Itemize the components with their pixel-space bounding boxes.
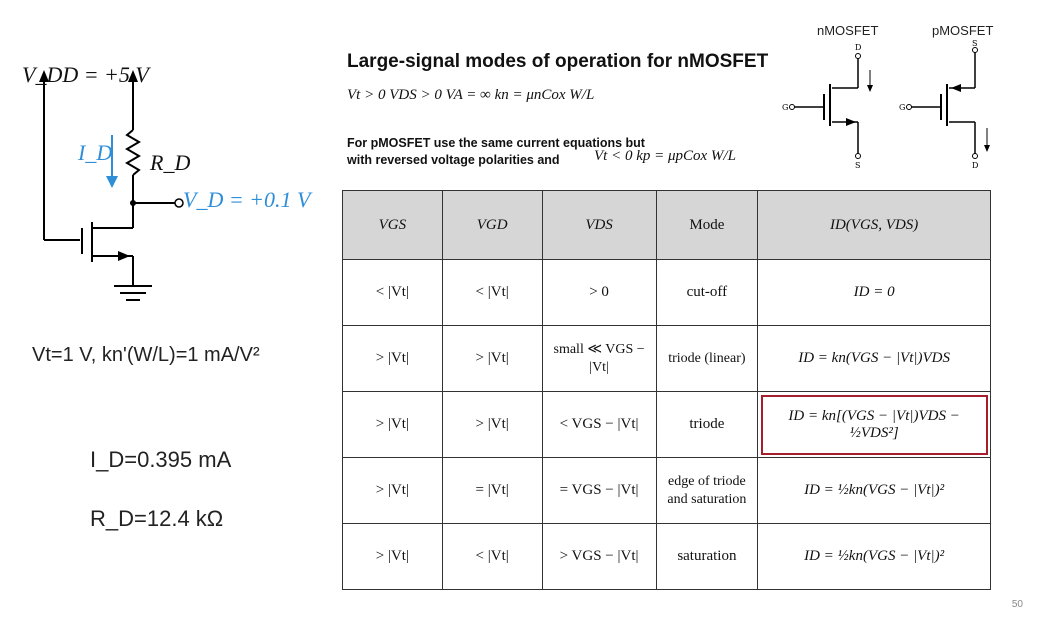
cell-vds: > VGS − |Vt| (542, 524, 656, 590)
cell-vds (542, 326, 656, 392)
pmos-symbol (897, 40, 1017, 180)
table-row (343, 260, 991, 326)
rd-label: R_D (150, 150, 191, 175)
table-row (343, 392, 991, 458)
cell-vgs: > |Vt| (343, 524, 443, 590)
result-drain-current: I_D=0.395 mA (90, 447, 232, 472)
cell-mode: saturation (656, 524, 758, 590)
nmos-symbol (780, 40, 900, 180)
cell-vgs: < |Vt| (343, 260, 443, 326)
page-title: Large-signal modes of operation for nMOSFET (347, 51, 769, 72)
cell-id: ID = ½kn(VGS − |Vt|)² (758, 524, 991, 590)
cell-vds: = VGS − |Vt| (542, 458, 656, 524)
cell-mode (656, 326, 758, 392)
pmos-conditions: Vt < 0 kp = μpCox W/L (594, 148, 736, 164)
pmos-label: pMOSFET (932, 23, 994, 38)
cell-id: ID = 0 (758, 260, 991, 326)
header-id: ID(VGS, VDS) (758, 191, 991, 260)
cell-vgs: > |Vt| (343, 392, 443, 458)
svg-text:G: G (782, 103, 789, 112)
cell-id: ID = kn(VGS − |Vt|)VDS (758, 326, 991, 392)
cell-mode (656, 458, 758, 524)
cell-vgs: > |Vt| (343, 326, 443, 392)
table-header-row (343, 191, 991, 260)
cell-id: ID = ½kn(VGS − |Vt|)² (758, 458, 991, 524)
table-row (343, 458, 991, 524)
cell-mode-text: edge of triode and saturation (667, 473, 747, 507)
svg-text:D: D (972, 161, 979, 170)
cell-vgs: > |Vt| (343, 458, 443, 524)
result-drain-resistance: R_D=12.4 kΩ (90, 506, 224, 531)
cell-mode-text: triode (linear) (668, 350, 746, 366)
nmos-label: nMOSFET (817, 23, 879, 38)
table-row (343, 326, 991, 392)
page-number: 50 (1011, 599, 1023, 610)
id-label: I_D (78, 140, 113, 165)
cell-vgd: > |Vt| (442, 392, 542, 458)
cell-vgd: < |Vt| (442, 524, 542, 590)
svg-text:S: S (972, 40, 978, 48)
header-vds: VDS (542, 191, 656, 260)
cell-vds-text: small ≪ VGS − |Vt| (553, 341, 645, 375)
cell-vds: < VGS − |Vt| (542, 392, 656, 458)
cell-vgd: < |Vt| (442, 260, 542, 326)
vdd-label: V_DD = +5 V (22, 62, 149, 87)
table-row (343, 524, 991, 590)
cell-vds: > 0 (542, 260, 656, 326)
cell-mode: triode (656, 392, 758, 458)
cell-vgd: = |Vt| (442, 458, 542, 524)
pmos-note-line1: For pMOSFET use the same current equations but (347, 136, 645, 150)
cell-id-highlighted: ID = kn[(VGS − |Vt|)VDS − ½VDS²] (758, 392, 991, 458)
header-vgs: VGS (343, 191, 443, 260)
svg-text:S: S (855, 161, 861, 170)
device-parameters: Vt=1 V, kn'(W/L)=1 mA/V² (32, 344, 260, 366)
svg-text:G: G (899, 103, 906, 112)
operation-modes-table (342, 190, 991, 590)
cell-vgd: > |Vt| (442, 326, 542, 392)
header-vgd: VGD (442, 191, 542, 260)
vd-label: V_D = +0.1 V (183, 187, 311, 212)
header-mode: Mode (656, 191, 758, 260)
pmos-note-line2: with reversed voltage polarities and (347, 153, 560, 167)
svg-text:D: D (855, 43, 862, 52)
nmos-conditions: Vt > 0 VDS > 0 VA = ∞ kn = μnCox W/L (347, 87, 595, 103)
cell-mode: cut-off (656, 260, 758, 326)
